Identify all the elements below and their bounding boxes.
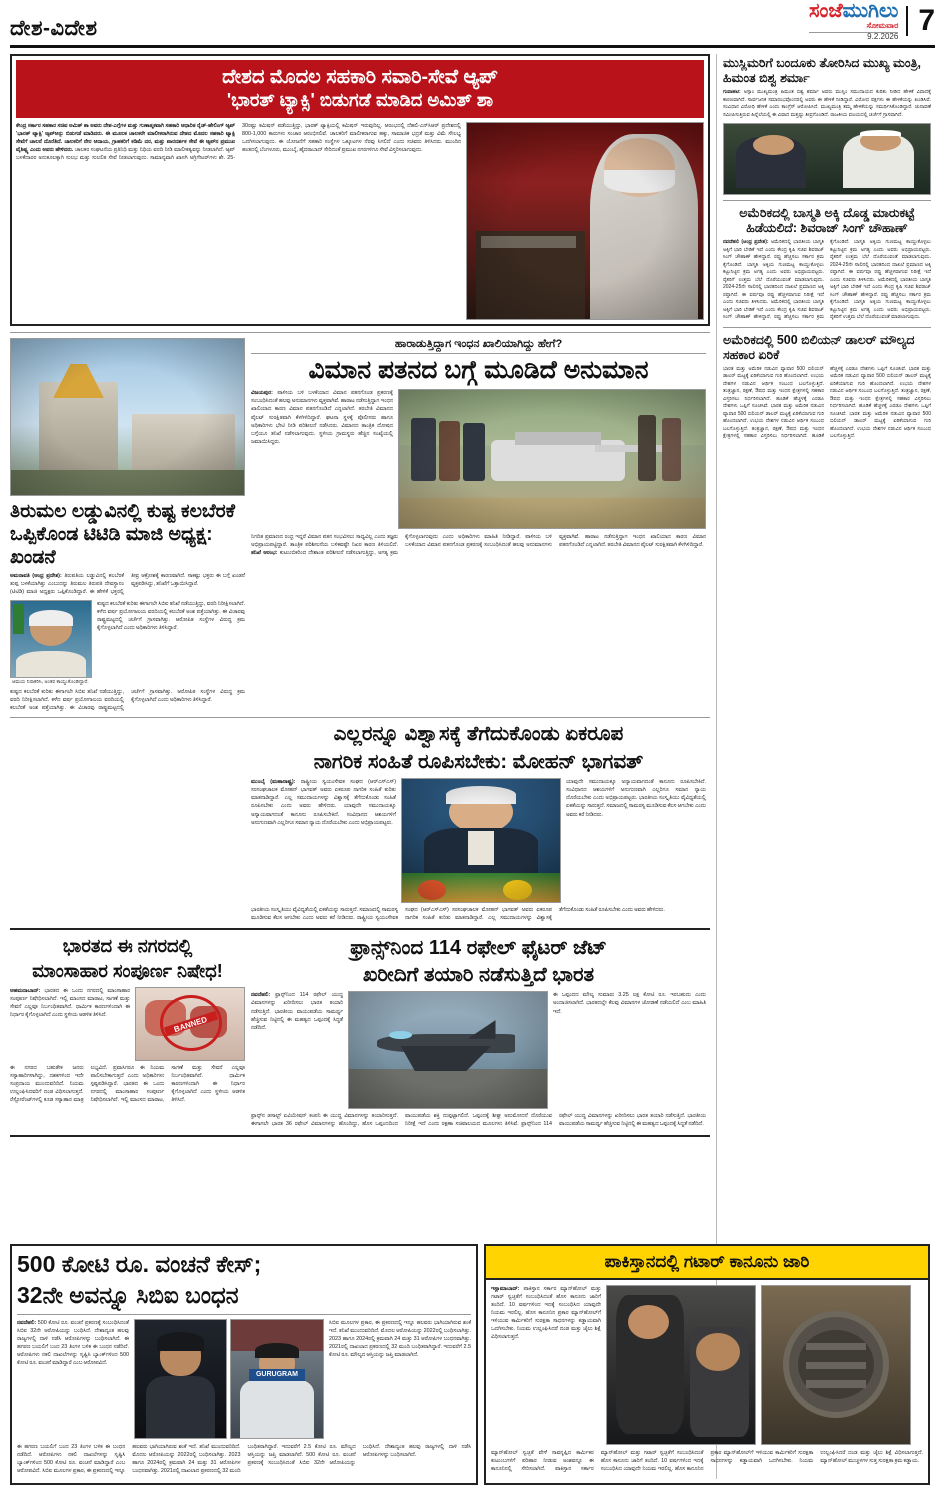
rail-paragraph-2a: ಅಮೆರಿಕದಲ್ಲಿ ಭಾರತೀಯ ಬಾಸ್ಮತಿ ಅಕ್ಕಿಗೆ ಭಾರಿ ಬೇಡಿಕೆ ಇದೆ ಎಂದು ಕೇಂದ್ರ ಕೃಷಿ ಸಚಿವ ಶಿವರಾಜ್ ಸಿಂಗ್ ಚೌಹಾಣ್ ಹೇಳಿದ್ದಾರೆ. ರಫ್ತು ಹೆಚ್ಚಿಸಲು ಸರ್ಕಾರ ಕ್ರಮ ಕೈಗೊಂಡಿದೆ.: [723, 239, 824, 268]
rail-paragraph-3a: ಭಾರತ ಮತ್ತು ಅಮೆರಿಕ ನಡುವಿನ ವ್ಯಾಪಾರ 500 ಬಿಲಿಯನ್ ಡಾಲರ್ ಮಟ್ಟಕ್ಕೆ ಏರಿಕೆಯಾಗುವ ಗುರಿ ಹೊಂದಲಾಗಿದೆ. ಉಭಯ ದೇಶಗಳ ನಡುವಿನ ಆರ್ಥಿಕ ಸಂಬಂಧ ಬಲಗೊಳ್ಳುತ್ತಿದೆ.: [723, 365, 824, 387]
rail-headline-2: ಅಮೆರಿಕದಲ್ಲಿ ಬಾಸ್ಮತಿ ಅಕ್ಕಿ ದೊಡ್ಡ ಮಾರುಕಟ್ಟೆ ಹಿಡೆಯಲಿದೆ: ಶಿವರಾಜ್ ಸಿಂಗ್ ಚೌಹಾಣ್: [739, 206, 915, 235]
plane-paragraph-5: ಪಾಳೀಯ ಬಳಿ ಬಳಕೆಯಾದ ವಿಮಾನ ಪತನಗೊಂಡ ಪ್ರಕರಣಕ್ಕೆ ಸಂಬಂಧಿಸಿದಂತೆ ಹಲವು ಅನುಮಾನಗಳು ವ್ಯಕ್ತವಾಗಿವೆ. ಹಾರಾಟ ನಡೆಸುತ್ತಿದ್ದಾಗ ಇಂಧನ ಖಾಲಿಯಾದ ಕಾರಣ ವಿಮಾನ ಪತನಗೊಂಡಿದೆ ಎನ್ನಲಾಗಿದೆ. ತರಬೇತಿ ವಿಮಾನದ ಪೈಲಟ್ ಸುರಕ್ಷಿತವಾಗಿ ಕೆಳಗಿಳಿದಿದ್ದಾರೆ.: [405, 534, 706, 549]
rail-paragraph-2g: ಅಮೆರಿಕದಲ್ಲಿ ಭಾರತೀಯ ಬಾಸ್ಮತಿ ಅಕ್ಕಿಗೆ ಭಾರಿ ಬೇಡಿಕೆ ಇದೆ ಎಂದು ಕೇಂದ್ರ ಕೃಷಿ ಸಚಿವ ಶಿವರಾಜ್ ಸಿಂಗ್ ಚೌಹಾಣ್ ಹೇಳಿದ್ದಾರೆ. ರಫ್ತು ಹೆಚ್ಚಿಸಲು ಸರ್ಕಾರ ಕ್ರಮ ಕೈಗೊಂಡಿದೆ.: [830, 276, 931, 305]
tirumala-caption: ಆಮಯ ನಿರಾಕರಿಸಿ, ಅಂತರ ಕಾಯ್ದುಕೊಂಡಿದ್ದಾರೆ.: [12, 678, 89, 685]
pakistan-paragraph-4: ಪಾಕಿಸ್ತಾನ ಸರ್ಕಾರ ಮ್ಯಾನ್‌ಹೋಲ್ ಮತ್ತು ಗಟಾರ್ ಸ್ವಚ್ಛತೆಗೆ ಸಂಬಂಧಿಸಿದಂತೆ ಹೊಸ ಕಾನೂನು ಜಾರಿಗೆ ತಂದಿದೆ. 10 ವರ್ಷಗಳಿಂದ ಇದಕ್ಕೆ ಸಂಬಂಧಿಸಿದ ಯಾವುದೇ ನಿಯಮ ಇರಲಿಲ್ಲ.: [555, 1449, 704, 1472]
brand-name-part2: ಮುಗಿಲು: [842, 0, 899, 23]
pakistan-text-left: [491, 1285, 601, 1445]
rail-headline-1: ಮುಸ್ಲಿಮರಿಗೆ ಬಂದೂಕು ತೋರಿಸಿದ ಮುಖ್ಯ ಮಂತ್ರಿ, ಹಿಮಂತ ಬಿಶ್ವ ಶರ್ಮಾ: [723, 56, 922, 85]
rafale-headline-line2: ಖರೀದಿಗೆ ತಯಾರಿ ನಡೆಸುತ್ತಿದೆ ಭಾರತ: [362, 964, 595, 987]
banned-meat-photo: [135, 987, 245, 1061]
page-number: 7: [906, 6, 935, 36]
brand-weekday: ಸೋಮವಾರ: [866, 21, 899, 31]
tirumala-story: [10, 338, 245, 712]
masthead-brand-group: [809, 1, 935, 41]
rail-headline-3: ಅಮೆರಿಕದಲ್ಲಿ 500 ಬಿಲಿಯನ್ ಡಾಲರ್ ಮೌಲ್ಯದ ಸಹಕಾರ ಏರಿಕೆ: [723, 332, 915, 362]
rail-story-muslim: [723, 56, 931, 195]
bhagwat-story: [251, 723, 706, 922]
bhagwat-paragraph-2: ಯಾವುದೇ ಸಮುದಾಯಕ್ಕೂ ಅನ್ಯಾಯವಾಗದಂತೆ ಕಾನೂನು ರೂಪಿಸಬೇಕಿದೆ. ಸಂವಿಧಾನದ ಆಶಯಗಳಿಗೆ ಅನುಗುಣವಾಗಿ ಎಲ್ಲರಿಗೂ ಸಮಾನ ನ್ಯಾಯ ದೊರೆಯಬೇಕು ಎಂದು ಅಭಿಪ್ರಾಯಪಟ್ಟರು.: [566, 779, 706, 802]
rail-paragraph-3d: ತಂತ್ರಜ್ಞಾನ, ರಕ್ಷಣೆ, ಔಷಧ ಮತ್ತು ಇಂಧನ ಕ್ಷೇತ್ರಗಳಲ್ಲಿ ಸಹಕಾರ ವಿಸ್ತರಿಸಲು ನಿರ್ಧರಿಸಲಾಗಿದೆ. ಹೂಡಿಕೆ ಹೆಚ್ಚಳಕ್ಕೆ ಎರಡೂ ದೇಶಗಳು ಒಪ್ಪಿಗೆ ಸೂಚಿಸಿವೆ.: [723, 365, 907, 439]
rail-dateline-1: ಗುವಾಹಟಿ:: [723, 89, 741, 95]
gurugram-police-photo: [230, 1319, 324, 1439]
rail-paragraph-2d: ಅಮೆರಿಕದಲ್ಲಿ ಭಾರತೀಯ ಬಾಸ್ಮತಿ ಅಕ್ಕಿಗೆ ಭಾರಿ ಬೇಡಿಕೆ ಇದೆ ಎಂದು ಕೇಂದ್ರ ಕೃಷಿ ಸಚಿವ ಶಿವರಾಜ್ ಸಿಂಗ್ ಚೌಹಾಣ್ ಹೇಳಿದ್ದಾರೆ. ರಫ್ತು ಹೆಚ್ಚಿಸಲು ಸರ್ಕಾರ ಕ್ರಮ ಕೈಗೊಂಡಿದೆ.: [723, 239, 850, 320]
meat-ban-story: [10, 936, 245, 1128]
plane-paragraph-2: ಘಟನಾ ಸ್ಥಳಕ್ಕೆ ಪೊಲೀಸರು ಹಾಗೂ ಅಧಿಕಾರಿಗಳು ಭೇಟಿ ನೀಡಿ ಪರಿಶೀಲನೆ ನಡೆಸಿದರು. ವಿಮಾನದ ತಾಂತ್ರಿಕ ದೋಷದ ಬಗ್ಗೆಯೂ ತನಿಖೆ ನಡೆಸಲಾಗುವುದು. ಸ್ಥಳೀಯ ಗ್ರಾಮಸ್ಥರು ಹೆಚ್ಚಿನ ಸಂಖ್ಯೆಯಲ್ಲಿ ಜಮಾಯಿಸಿದ್ದರು.: [251, 414, 394, 445]
bhagwat-paragraph-5: ರಾಷ್ಟ್ರೀಯ ಸ್ವಯಂಸೇವಕ ಸಂಘದ (ಆರ್‌ಎಸ್‌ಎಸ್) ಸರಸಂಘಚಾಲಕ ಮೋಹನ್ ಭಾಗವತ್ ಅವರು ಏಕರೂಪ ನಾಗರಿಕ ಸಂಹಿತೆ ಕುರಿತು ಮಾತನಾಡಿದ್ದಾರೆ. ಎಲ್ಲ ಸಮುದಾಯಗಳನ್ನು ವಿಶ್ವಾಸಕ್ಕೆ ತೆಗೆದುಕೊಂಡು ಸಂಹಿತೆ ರೂಪಿಸಬೇಕು ಎಂದು ಅವರು ಹೇಳಿದರು.: [356, 907, 665, 922]
fraud-text-right: [329, 1319, 471, 1439]
rail-paragraph-2h: ಬಾಸ್ಮತಿ ಅಕ್ಕಿಯ ಗುಣಮಟ್ಟ ಕಾಯ್ದುಕೊಳ್ಳಲು ಕಟ್ಟುನಿಟ್ಟಿನ ಕ್ರಮ ಅಗತ್ಯ ಎಂದು ಅವರು ಅಭಿಪ್ರಾಯಪಟ್ಟರು. ರೈತರಿಗೆ ಉತ್ತಮ ಬೆಲೆ ದೊರೆಯುವಂತೆ ಮಾಡಲಾಗುವುದು.: [830, 299, 932, 320]
pakistan-story: [484, 1244, 930, 1485]
rail-paragraph-3f: ತಂತ್ರಜ್ಞಾನ, ರಕ್ಷಣೆ, ಔಷಧ ಮತ್ತು ಇಂಧನ ಕ್ಷೇತ್ರಗಳಲ್ಲಿ ಸಹಕಾರ ವಿಸ್ತರಿಸಲು ನಿರ್ಧರಿಸಲಾಗಿದೆ. ಹೂಡಿಕೆ ಹೆಚ್ಚಳಕ್ಕೆ ಎರಡೂ ದೇಶಗಳು ಒಪ್ಪಿಗೆ ಸೂಚಿಸಿವೆ.: [830, 388, 931, 417]
tirumala-paragraph-2: ಕುಷ್ಟದ ಕಲಬೆರಕೆ ಕುರಿತು ಈಗಾಗಲೇ ಸಿಬಿಐ ತನಿಖೆ ನಡೆಯುತ್ತಿದ್ದು, ವರದಿ ನಿರೀಕ್ಷಿಸಲಾಗಿದೆ. ಕಳೆದ ವರ್ಷ ಪ್ರಯೋಗಾಲಯ ವರದಿಯಲ್ಲಿ ಕಲಬೆರಕೆ ಅಂಶ ಪತ್ತೆಯಾಗಿತ್ತು. ಈ ವಿಚಾರವು ರಾಷ್ಟ್ರಮಟ್ಟದಲ್ಲಿ ಚರ್ಚೆಗೆ ಗ್ರಾಸವಾಗಿತ್ತು. ಆರೋಪಿತ ಸಂಸ್ಥೆಗಳ ವಿರುದ್ಧ ಕ್ರಮ ಕೈಗೊಳ್ಳಲಾಗಿದೆ ಎಂದು ಅಧಿಕಾರಿಗಳು ತಿಳಿಸಿದ್ದಾರೆ.: [97, 600, 245, 631]
lead-paragraph-1: ಕೇಂದ್ರ ಸರ್ಕಾರ ಸಹಕಾರ ಸಚಿವ ಅಮಿತ್ ಶಾ ಅವರು ದೇಶ-ಎಗ್ಗೆಗಳ ಮತ್ತು ಗುಣಾತ್ಮಕವಾಗಿ ಸಹಕಾರಿ ಆಧಾರಿತ ರೈಡ್-ಹೇಲಿಂಗ್ ಆ್ಯಪ್ 'ಭಾರತ್ ಟ್ಯಾಕ್ಸಿ' ಆ್ಯಪ್ಅನ್ನು ಬಿಡುಗಡೆ ಮಾಡಿದರು. ಈ ಮೂಲಕ ಚಾಲಕರೇ ಮಾಲೀಕರಾಗಿರುವ ದೇಶದ ಮೊದಲ ಸಹಕಾರಿ ಟ್ಯಾಕ್ಸಿ ಸೇವೆಗೆ ಚಾಲನೆ ದೊರೆತಿದೆ. ಚಾಲಕರಿಗೆ ನೇರ ಆದಾಯ, ಗ್ರಾಹಕರಿಗೆ ಕಡಿಮೆ ದರ, ಮತ್ತು ಪಾರದರ್ಶಕ ಸೇವೆ ಈ ಆ್ಯಪ್‌ನ ಪ್ರಮುಖ ವೈಶಿಷ್ಟ್ಯ ಎಂದು ಅವರು ಹೇಳಿದರು.: [16, 122, 235, 154]
brand-block: [809, 1, 898, 41]
rail-story-basmati: [723, 206, 931, 322]
fraud-dateline: ನವದೆಹಲಿ:: [17, 1319, 37, 1326]
rail-paragraph-2f: 2024-25ನೇ ಸಾಲಿನಲ್ಲಿ ಭಾರತದಿಂದ ದಾಖಲೆ ಪ್ರಮಾಣದ ಅಕ್ಕಿ ರಫ್ತಾಗಿದೆ. ಈ ವರ್ಷವೂ ರಫ್ತು ಹೆಚ್ಚಳವಾಗುವ ನಿರೀಕ್ಷೆ ಇದೆ ಎಂದು ಸಚಿವರು ತಿಳಿಸಿದರು.: [830, 261, 931, 283]
tirumala-temple-photo: [10, 338, 245, 496]
bhagwat-text-right: [566, 778, 706, 903]
bhagwat-paragraph-4: ಭಾರತೀಯ ಸಂಸ್ಕೃತಿಯು ವೈವಿಧ್ಯತೆಯಲ್ಲಿ ಏಕತೆಯನ್ನು ಸಾರುತ್ತದೆ. ಸಮಾಜದಲ್ಲಿ ಸಾಮರಸ್ಯ ಮೂಡಿಸುವ ಕೆಲಸ ಆಗಬೇಕು ಎಂದು ಅವರು ಕರೆ ನೀಡಿದರು.: [251, 907, 398, 922]
tirumala-dateline: ಅಮರಾವತಿ (ಆಂಧ್ರ ಪ್ರದೇಶ):: [10, 573, 62, 580]
third-band: [10, 936, 710, 1128]
rafale-text-right: [553, 991, 706, 1109]
meat-headline-line1: ಭಾರತದ ಈ ನಗರದಲ್ಲಿ: [62, 936, 193, 957]
rail-story-trade: [723, 333, 931, 441]
masthead: [10, 0, 935, 48]
amit-shah-photo: [466, 122, 704, 320]
rafale-paragraph-4: ಒಪ್ಪಂದಕ್ಕೆ ಶೀಘ್ರ ಅನುಮೋದನೆ ದೊರೆಯುವ ನಿರೀಕ್ಷೆ ಇದೆ ಎಂದು ರಕ್ಷಣಾ ಸಚಿವಾಲಯದ ಮೂಲಗಳು ತಿಳಿಸಿವೆ.: [405, 1113, 553, 1128]
rafale-dateline: ನವದೆಹಲಿ:: [251, 992, 271, 999]
pakistan-paragraph-2: ಹೊಸ ಕಾನೂನಿನ ಪ್ರಕಾರ ಮ್ಯಾನ್‌ಹೋಲ್‌ಗೆ ಇಳಿಯುವ ಕಾರ್ಮಿಕರಿಗೆ ಸುರಕ್ಷತಾ ಸಾಧನಗಳನ್ನು ಕಡ್ಡಾಯವಾಗಿ ಒದಗಿಸಬೇಕು. ನಿಯಮ ಉಲ್ಲಂಘಿಸಿದರೆ ದಂಡ ಮತ್ತು ಜೈಲು ಶಿಕ್ಷೆ ವಿಧಿಸಲಾಗುತ್ತದೆ.: [491, 1310, 601, 1341]
lead-paragraph-2: ಚಾಲಕರ ಸಂಘಟನೆಯ ಪ್ರತಿನಿಧಿ ಮತ್ತು ನಿಧಿಯ ವರದಿ ನೀಡಿ ಮಾಲೀಕತ್ವವನ್ನು ನೀಡಲಾಗಿದೆ. ಆ್ಯಪ್ ಬಳಕೆದಾರರ ಅನುಕೂಲಕ್ಕಾಗಿ ಸುಲಭ ಮತ್ತು ಸುಲಲಿತ ಸೇವೆ ನೀಡಲಾಗುವುದು. ಸಾಮಾನ್ಯವಾಗಿ ಖಾಸಗಿ ಅಗ್ರಿಗೇಟರ್‌ಗಳು ಶೇ. 25-30ರಷ್ಟು ಕಮಿಷನ್ ಪಡೆಯುತ್ತಿದ್ದು, ಭಾರತ್ ಟ್ಯಾಕ್ಸಿಯಲ್ಲಿ ಕಮಿಷನ್ ಇರುವುದಿಲ್ಲ. ಆರಂಭದಲ್ಲಿ ದೆಹಲಿ-ಎನ್‌ಸಿಆರ್ ಪ್ರದೇಶದಲ್ಲಿ 800-1,000 ಕಾರುಗಳು ಸಂಚಾರ ಆರಂಭಿಸಲಿವೆ.: [16, 122, 461, 162]
crashed-plane-photo: [398, 389, 706, 529]
rafale-paragraph-2: ಈ ಒಪ್ಪಂದದ ಮೌಲ್ಯ ಸುಮಾರು 3.25 ಲಕ್ಷ ಕೋಟಿ ರೂ. ಇರಬಹುದು ಎಂದು ಅಂದಾಜಿಸಲಾಗಿದೆ. ಭಾರತದಲ್ಲೇ ಕೆಲವು ವಿಮಾನಗಳ ಜೋಡಣೆ ನಡೆಯಲಿದೆ ಎಂಬ ಮಾಹಿತಿ ಇದೆ.: [553, 992, 706, 1015]
rafale-text-left: [251, 991, 343, 1109]
plane-dateline: ವಿಜಯಪುರ:: [251, 390, 273, 397]
gurugram-label: GURUGRAM: [249, 1369, 304, 1381]
lead-headline-line1: ದೇಶದ ಮೊದಲ ಸಹಕಾರಿ ಸವಾರಿ-ಸೇವೆ ಆ್ಯಪ್: [222, 66, 498, 88]
lead-story: [10, 54, 710, 326]
publication-date: 9.2.2026: [809, 32, 898, 41]
lead-body-row: [16, 122, 704, 320]
cbi-fraud-story: [10, 1244, 478, 1485]
assam-cm-photo: [723, 123, 931, 195]
pakistan-dateline: ಇಸ್ಲಾಮಾಬಾದ್:: [491, 1285, 520, 1292]
rail-paragraph-1a: ಅಸ್ಸಾಂ ಮುಖ್ಯಮಂತ್ರಿ ಹಿಮಂತ ಬಿಶ್ವ ಶರ್ಮಾ ಅವರು ಮುಸ್ಲಿಂ ಸಮುದಾಯದ ಕುರಿತು ನೀಡಿದ ಹೇಳಿಕೆ ವಿವಾದಕ್ಕೆ ಕಾರಣವಾಗಿದೆ. ಸಾರ್ವಜನಿಕ ಸಮಾರಂಭವೊಂದರಲ್ಲಿ ಅವರು ಈ ಹೇಳಿಕೆ ನೀಡಿದ್ದಾರೆ.: [723, 89, 932, 103]
banned-badge: BANNED: [173, 1014, 209, 1034]
meat-paragraph-3: ರೆಸ್ಟೋರೆಂಟ್‌ಗಳಲ್ಲಿ ಕೂಡ ಸಸ್ಯಾಹಾರ ಮಾತ್ರ ಲಭ್ಯವಿದೆ. ಪ್ರವಾಸಿಗರೂ ಈ ನಿಯಮ ಪಾಲಿಸಬೇಕಾಗುತ್ತದೆ ಎಂದು ಅಧಿಕಾರಿಗಳು ಸ್ಪಷ್ಟಪಡಿಸಿದ್ದಾರೆ.: [10, 1064, 165, 1103]
plane-paragraph-3: ನಿಗದಿತ ಪ್ರಮಾಣದ ರಂಧ್ರ ಇದ್ದರೆ ವಿಮಾನ ಪತನ ಸಂಭವಿಸಲು ಸಾಧ್ಯವಿಲ್ಲ ಎಂದು ತಜ್ಞರು ಅಭಿಪ್ರಾಯಪಟ್ಟಿದ್ದಾರೆ. ತಾಂತ್ರಿಕ ಪರಿಶೀಲನೆಯ ಬಳಿಕವಷ್ಟೇ ನಿಖರ ಕಾರಣ ತಿಳಿಯಲಿದೆ.: [251, 534, 398, 549]
bhagwat-text-left: [251, 778, 396, 903]
lead-text-block: [16, 122, 461, 320]
plane-subhead: ತನಿಖೆ ಆರಂಭ:: [251, 550, 278, 557]
tirumala-paragraph-3: ಕುಷ್ಟದ ಕಲಬೆರಕೆ ಕುರಿತು ಈಗಾಗಲೇ ಸಿಬಿಐ ತನಿಖೆ ನಡೆಯುತ್ತಿದ್ದು, ವರದಿ ನಿರೀಕ್ಷಿಸಲಾಗಿದೆ. ಕಳೆದ ವರ್ಷ ಪ್ರಯೋಗಾಲಯ ವರದಿಯಲ್ಲಿ ಕಲಬೆರಕೆ ಅಂಶ ಪತ್ತೆಯಾಗಿತ್ತು. ಈ ವಿಚಾರವು ರಾಷ್ಟ್ರಮಟ್ಟದಲ್ಲಿ ಚರ್ಚೆಗೆ ಗ್ರಾಸವಾಗಿತ್ತು. ಆರೋಪಿತ ಸಂಸ್ಥೆಗಳ ವಿರುದ್ಧ ಕ್ರಮ ಕೈಗೊಳ್ಳಲಾಗಿದೆ ಎಂದು ಅಧಿಕಾರಿಗಳು ತಿಳಿಸಿದ್ದಾರೆ.: [10, 688, 245, 711]
rail-paragraph-3g: ಭಾರತ ಮತ್ತು ಅಮೆರಿಕ ನಡುವಿನ ವ್ಯಾಪಾರ 500 ಬಿಲಿಯನ್ ಡಾಲರ್ ಮಟ್ಟಕ್ಕೆ ಏರಿಕೆಯಾಗುವ ಗುರಿ ಹೊಂದಲಾಗಿದೆ. ಉಭಯ ದೇಶಗಳ ನಡುವಿನ ಆರ್ಥಿಕ ಸಂಬಂಧ ಬಲಗೊಳ್ಳುತ್ತಿದೆ.: [830, 410, 931, 439]
rafale-paragraph-1: ಫ್ರಾನ್ಸ್‌ನಿಂದ 114 ರಫೇಲ್ ಯುದ್ಧ ವಿಮಾನಗಳನ್ನು ಖರೀದಿಸಲು ಭಾರತ ತಯಾರಿ ನಡೆಸುತ್ತಿದೆ. ಭಾರತೀಯ ವಾಯುಪಡೆಯ ಸಾಮರ್ಥ್ಯ ಹೆಚ್ಚಿಸುವ ನಿಟ್ಟಿನಲ್ಲಿ ಈ ಮಹತ್ವದ ಒಪ್ಪಂದಕ್ಕೆ ಸಿದ್ಧತೆ ನಡೆದಿದೆ.: [251, 992, 343, 1031]
fraud-paragraph-1: 500 ಕೋಟಿ ರೂ. ವಂಚನೆ ಪ್ರಕರಣಕ್ಕೆ ಸಂಬಂಧಿಸಿದಂತೆ ಸಿಬಿಐ 32ನೇ ಆರೋಪಿಯನ್ನು ಬಂಧಿಸಿದೆ. ದೇಶಾದ್ಯಂತ ಹಲವು ರಾಜ್ಯಗಳಲ್ಲಿ ದಾಳಿ ನಡೆಸಿ ಆರೋಪಿಗಳನ್ನು ಬಂಧಿಸಲಾಗಿದೆ.: [17, 1319, 129, 1343]
rail-paragraph-3e: ಭಾರತ ಮತ್ತು ಅಮೆರಿಕ ನಡುವಿನ ವ್ಯಾಪಾರ 500 ಬಿಲಿಯನ್ ಡಾಲರ್ ಮಟ್ಟಕ್ಕೆ ಏರಿಕೆಯಾಗುವ ಗುರಿ ಹೊಂದಲಾಗಿದೆ. ಉಭಯ ದೇಶಗಳ ನಡುವಿನ ಆರ್ಥಿಕ ಸಂಬಂಧ ಬಲಗೊಳ್ಳುತ್ತಿದೆ.: [830, 365, 932, 394]
bhagwat-headline-line1: ಎಲ್ಲರನ್ನೂ ವಿಶ್ವಾಸಕ್ಕೆ ತೆಗೆದುಕೊಂಡು ಏಕರೂಪ: [333, 722, 624, 745]
meat-headline-line2: ಮಾಂಸಾಹಾರ ಸಂಪೂರ್ಣ ನಿಷೇಧ!: [32, 960, 223, 981]
meat-paragraph-1: ಭಾರತದ ಈ ಒಂದು ನಗರದಲ್ಲಿ ಮಾಂಸಾಹಾರ ಸಂಪೂರ್ಣ ನಿಷೇಧಿಸಲಾಗಿದೆ. ಇಲ್ಲಿ ಮಾಂಸದ ಮಾರಾಟ, ಸಾಗಣೆ ಮತ್ತು ಸೇವನೆ ಎಲ್ಲವೂ ನಿರ್ಬಂಧಿತವಾಗಿದೆ. ಧಾರ್ಮಿಕ ಕಾರಣಗಳಿಂದಾಗಿ ಈ ನಿರ್ಧಾರ ಕೈಗೊಳ್ಳಲಾಗಿದೆ ಎಂದು ಸ್ಥಳೀಯ ಆಡಳಿತ ತಿಳಿಸಿದೆ.: [10, 987, 130, 1018]
lead-headline: [16, 60, 704, 118]
meat-dateline: ಅಹಮದಾಬಾದ್:: [10, 987, 41, 994]
rail-paragraph-1c: ಚುನಾವಣೆ ಸಮೀಪಿಸುತ್ತಿರುವ ಹಿನ್ನೆಲೆಯಲ್ಲಿ ಈ ವಿವಾದ ಮತ್ತಷ್ಟು ತೀವ್ರಗೊಂಡಿದೆ. ರಾಜಕೀಯ ವಲಯದಲ್ಲಿ ಚರ್ಚೆಗೆ ಗ್ರಾಸವಾಗಿದೆ.: [723, 104, 932, 118]
rafale-jet-photo: [348, 991, 548, 1109]
brand-name: [809, 1, 898, 22]
plane-text-left: [251, 389, 393, 529]
bhagwat-paragraph-3: ಭಾರತೀಯ ಸಂಸ್ಕೃತಿಯು ವೈವಿಧ್ಯತೆಯಲ್ಲಿ ಏಕತೆಯನ್ನು ಸಾರುತ್ತದೆ. ಸಮಾಜದಲ್ಲಿ ಸಾಮರಸ್ಯ ಮೂಡಿಸುವ ಕೆಲಸ ಆಗಬೇಕು ಎಂದು ಅವರು ಕರೆ ನೀಡಿದರು.: [566, 795, 706, 818]
plane-paragraph-4: ಕುಟುಂಬಿಕರಿಂದ ದೇಶಾಂತ ಪರಿಶೀಲನೆ ನಡೆಸಲಾಗುತ್ತಿದ್ದು, ಅಗತ್ಯ ಕ್ರಮ ಕೈಗೊಳ್ಳಲಾಗುವುದು ಎಂದು ಅಧಿಕಾರಿಗಳು ಮಾಹಿತಿ ನೀಡಿದ್ದಾರೆ.: [279, 534, 521, 557]
fraud-text-left: [17, 1319, 129, 1439]
rafale-headline-line1: ಫ್ರಾನ್ಸ್‌ನಿಂದ 114 ರಫೇಲ್ ಫೈಟರ್ ಜೆಟ್: [350, 937, 607, 960]
bottom-band: [10, 1244, 935, 1485]
fraud-paragraph-8: 500 ಕೋಟಿ ರೂ. ವಂಚನೆ ಪ್ರಕರಣಕ್ಕೆ ಸಂಬಂಧಿಸಿದಂತೆ ಸಿಬಿಐ 32ನೇ ಆರೋಪಿಯನ್ನು ಬಂಧಿಸಿದೆ. ದೇಶಾದ್ಯಂತ ಹಲವು ರಾಜ್ಯಗಳಲ್ಲಿ ದಾಳಿ ನಡೆಸಿ ಆರೋಪಿಗಳನ್ನು ಬಂಧಿಸಲಾಗಿದೆ.: [247, 1443, 471, 1467]
pakistan-paragraph-1: ಪಾಕಿಸ್ತಾನ ಸರ್ಕಾರ ಮ್ಯಾನ್‌ಹೋಲ್ ಮತ್ತು ಗಟಾರ್ ಸ್ವಚ್ಛತೆಗೆ ಸಂಬಂಧಿಸಿದಂತೆ ಹೊಸ ಕಾನೂನು ಜಾರಿಗೆ ತಂದಿದೆ. 10 ವರ್ಷಗಳಿಂದ ಇದಕ್ಕೆ ಸಂಬಂಧಿಸಿದ ಯಾವುದೇ ನಿಯಮ ಇರಲಿಲ್ಲ.: [491, 1285, 602, 1316]
bhagwat-paragraph-1b: ಯಾವುದೇ ಸಮುದಾಯಕ್ಕೂ ಅನ್ಯಾಯವಾಗದಂತೆ ಕಾನೂನು ರೂಪಿಸಬೇಕಿದೆ. ಸಂವಿಧಾನದ ಆಶಯಗಳಿಗೆ ಅನುಗುಣವಾಗಿ ಎಲ್ಲರಿಗೂ ಸಮಾನ ನ್ಯಾಯ ದೊರೆಯಬೇಕು ಎಂದು ಅಭಿಪ್ರಾಯಪಟ್ಟರು.: [251, 803, 397, 826]
ttd-ex-chairman-photo: [10, 600, 92, 678]
rail-paragraph-2c: 2024-25ನೇ ಸಾಲಿನಲ್ಲಿ ಭಾರತದಿಂದ ದಾಖಲೆ ಪ್ರಮಾಣದ ಅಕ್ಕಿ ರಫ್ತಾಗಿದೆ. ಈ ವರ್ಷವೂ ರಫ್ತು ಹೆಚ್ಚಳವಾಗುವ ನಿರೀಕ್ಷೆ ಇದೆ ಎಂದು ಸಚಿವರು ತಿಳಿಸಿದರು.: [723, 284, 824, 305]
fraud-paragraph-3: ಸಿಬಿಐ ಮೂಲಗಳ ಪ್ರಕಾರ, ಈ ಪ್ರಕರಣದಲ್ಲಿ ಇನ್ನೂ ಹಲವರು ಭಾಗಿಯಾಗಿರುವ ಶಂಕೆ ಇದೆ. ತನಿಖೆ ಮುಂದುವರಿದಿದೆ.: [329, 1319, 471, 1334]
fraud-paragraph-4: ಮೊದಲ ಆರೋಪಿಯನ್ನು 2022ರಲ್ಲಿ ಬಂಧಿಸಲಾಗಿತ್ತು. 2023 ಹಾಗೂ 2024ರಲ್ಲಿ ಕ್ರಮವಾಗಿ 24 ಮತ್ತು 31 ಆರೋಪಿಗಳ ಬಂಧನವಾಗಿತ್ತು. 2021ರಲ್ಲಿ ದಾಖಲಾದ ಪ್ರಕರಣದಲ್ಲಿ 32 ಮಂದಿ ಬಂಧಿತರಾಗಿದ್ದಾರೆ. ಇದುವರೆಗೆ 2.5 ಕೋಟಿ ರೂ. ಮೌಲ್ಯದ ಆಸ್ತಿಯನ್ನು ಜಪ್ತಿ ಮಾಡಲಾಗಿದೆ.: [329, 1327, 471, 1359]
rafale-paragraph-5: ಫ್ರಾನ್ಸ್‌ನಿಂದ 114 ರಫೇಲ್ ಯುದ್ಧ ವಿಮಾನಗಳನ್ನು ಖರೀದಿಸಲು ಭಾರತ ತಯಾರಿ ನಡೆಸುತ್ತಿದೆ. ಭಾರತೀಯ ವಾಯುಪಡೆಯ ಸಾಮರ್ಥ್ಯ ಹೆಚ್ಚಿಸುವ ನಿಟ್ಟಿನಲ್ಲಿ ಈ ಮಹತ್ವದ ಒಪ್ಪಂದಕ್ಕೆ ಸಿದ್ಧತೆ ನಡೆದಿದೆ.: [521, 1113, 706, 1128]
meat-paragraph-2: ಈ ನಗರದ ಬಹುತೇಕ ಜನರು ಸಸ್ಯಾಹಾರಿಗಳಾಗಿದ್ದು, ದಶಕಗಳಿಂದ ಇದೇ ಸಂಪ್ರದಾಯ ಮುಂದುವರಿದಿದೆ. ನಿಯಮ ಉಲ್ಲಂಘಿಸಿದವರಿಗೆ ದಂಡ ವಿಧಿಸಲಾಗುತ್ತದೆ.: [10, 1064, 84, 1095]
lead-headline-line2: 'ಭಾರತ್ ಟ್ಯಾಕ್ಸಿ' ಬಿಡುಗಡೆ ಮಾಡಿದ ಅಮಿತ್ ಶಾ: [226, 89, 494, 110]
rail-paragraph-3c: ಭಾರತ ಮತ್ತು ಅಮೆರಿಕ ನಡುವಿನ ವ್ಯಾಪಾರ 500 ಬಿಲಿಯನ್ ಡಾಲರ್ ಮಟ್ಟಕ್ಕೆ ಏರಿಕೆಯಾಗುವ ಗುರಿ ಹೊಂದಲಾಗಿದೆ. ಉಭಯ ದೇಶಗಳ ನಡುವಿನ ಆರ್ಥಿಕ ಸಂಬಂಧ ಬಲಗೊಳ್ಳುತ್ತಿದೆ.: [723, 403, 825, 432]
bhagwat-headline-line2: ನಾಗರಿಕ ಸಂಹಿತೆ ರೂಪಿಸಬೇಕು: ಮೋಹನ್ ಭಾಗವತ್: [313, 750, 644, 773]
manhole-cover-photo: [761, 1285, 911, 1445]
pakistan-caption: ಮ್ಯಾನ್‌ಹೋಲ್ ಮುಚ್ಚಳಗಳ ಸುತ್ತ ಸುರಕ್ಷತಾ ಕ್ರಮ ಕಡ್ಡಾಯ.: [820, 1457, 920, 1464]
fraud-paragraph-6: ಸಿಬಿಐ ಮೂಲಗಳ ಪ್ರಕಾರ, ಈ ಪ್ರಕರಣದಲ್ಲಿ ಇನ್ನೂ ಹಲವರು ಭಾಗಿಯಾಗಿರುವ ಶಂಕೆ ಇದೆ. ತನಿಖೆ ಮುಂದುವರಿದಿದೆ.: [42, 1443, 241, 1475]
meat-paragraph-4: ಭಾರತದ ಈ ಒಂದು ನಗರದಲ್ಲಿ ಮಾಂಸಾಹಾರ ಸಂಪೂರ್ಣ ನಿಷೇಧಿಸಲಾಗಿದೆ. ಇಲ್ಲಿ ಮಾಂಸದ ಮಾರಾಟ, ಸಾಗಣೆ ಮತ್ತು ಸೇವನೆ ಎಲ್ಲವೂ ನಿರ್ಬಂಧಿತವಾಗಿದೆ. ಧಾರ್ಮಿಕ ಕಾರಣಗಳಿಂದಾಗಿ ಈ ನಿರ್ಧಾರ ಕೈಗೊಳ್ಳಲಾಗಿದೆ ಎಂದು ಸ್ಥಳೀಯ ಆಡಳಿತ ತಿಳಿಸಿದೆ.: [90, 1064, 245, 1103]
mohan-bhagwat-photo: [401, 778, 561, 903]
fraud-paragraph-7: ಮೊದಲ ಆರೋಪಿಯನ್ನು 2022ರಲ್ಲಿ ಬಂಧಿಸಲಾಗಿತ್ತು. 2023 ಹಾಗೂ 2024ರಲ್ಲಿ ಕ್ರಮವಾಗಿ 24 ಮತ್ತು 31 ಆರೋಪಿಗಳ ಬಂಧನವಾಗಿತ್ತು. 2021ರಲ್ಲಿ ದಾಖಲಾದ ಪ್ರಕರಣದಲ್ಲಿ 32 ಮಂದಿ ಬಂಧಿತರಾಗಿದ್ದಾರೆ. ಇದುವರೆಗೆ 2.5 ಕೋಟಿ ರೂ. ಮೌಲ್ಯದ ಆಸ್ತಿಯನ್ನು ಜಪ್ತಿ ಮಾಡಲಾಗಿದೆ.: [132, 1443, 356, 1475]
meat-text-left: [10, 987, 130, 1061]
rail-paragraph-3b: ತಂತ್ರಜ್ಞಾನ, ರಕ್ಷಣೆ, ಔಷಧ ಮತ್ತು ಇಂಧನ ಕ್ಷೇತ್ರಗಳಲ್ಲಿ ಸಹಕಾರ ವಿಸ್ತರಿಸಲು ನಿರ್ಧರಿಸಲಾಗಿದೆ. ಹೂಡಿಕೆ ಹೆಚ್ಚಳಕ್ಕೆ ಎರಡೂ ದೇಶಗಳು ಒಪ್ಪಿಗೆ ಸೂಚಿಸಿವೆ.: [723, 388, 824, 409]
rail-paragraph-1b: ವಿರೋಧ ಪಕ್ಷಗಳು ಈ ಹೇಳಿಕೆಯನ್ನು ಖಂಡಿಸಿವೆ. ಸಂವಿಧಾನ ವಿರೋಧಿ ಹೇಳಿಕೆ ಎಂದು ಕಾಂಗ್ರೆಸ್ ಆರೋಪಿಸಿದೆ. ಮುಖ್ಯಮಂತ್ರಿ ತಮ್ಮ ಹೇಳಿಕೆಯನ್ನು ಸಮರ್ಥಿಸಿಕೊಂಡಿದ್ದಾರೆ.: [723, 96, 931, 110]
rafale-paragraph-3: ಫ್ರಾನ್ಸ್‌ನ ಡಸಾಲ್ಟ್ ಏವಿಯೇಷನ್ ಕಂಪನಿ ಈ ಯುದ್ಧ ವಿಮಾನಗಳನ್ನು ತಯಾರಿಸುತ್ತದೆ. ಈಗಾಗಲೇ ಭಾರತ 36 ರಫೇಲ್ ವಿಮಾನಗಳನ್ನು ಹೊಂದಿದ್ದು, ಹೊಸ ಒಪ್ಪಂದದಿಂದ ವಾಯುಪಡೆಯ ಶಕ್ತಿ ದುಪ್ಪಟ್ಟಾಗಲಿದೆ.: [251, 1113, 470, 1128]
fraud-paragraph-5: ಈ ಹಗರಣ ಬಯಲಿಗೆ ಬಂದ 23 ತಿಂಗಳ ಬಳಿಕ ಈ ಬಂಧನ ನಡೆದಿದೆ. ಆರೋಪಿಗಳು ನಕಲಿ ದಾಖಲೆಗಳನ್ನು ಸೃಷ್ಟಿಸಿ ಬ್ಯಾಂಕ್‌ಗಳಿಂದ 500 ಕೋಟಿ ರೂ. ವಂಚನೆ ಮಾಡಿದ್ದಾರೆ ಎಂಬ ಆರೋಪವಿದೆ.: [17, 1443, 126, 1475]
brand-name-part1: ಸಂಜೆ: [808, 0, 843, 23]
plane-kicker: ಹಾರಾಡುತ್ತಿದ್ದಾಗ ಇಂಧನ ಖಾಲಿಯಾಗಿದ್ದು ಹೇಗೆ?: [394, 337, 563, 350]
bhagwat-paragraph-1: ರಾಷ್ಟ್ರೀಯ ಸ್ವಯಂಸೇವಕ ಸಂಘದ (ಆರ್‌ಎಸ್‌ಎಸ್) ಸರಸಂಘಚಾಲಕ ಮೋಹನ್ ಭಾಗವತ್ ಅವರು ಏಕರೂಪ ನಾಗರಿಕ ಸಂಹಿತೆ ಕುರಿತು ಮಾತನಾಡಿದ್ದಾರೆ. ಎಲ್ಲ ಸಮುದಾಯಗಳನ್ನು ವಿಶ್ವಾಸಕ್ಕೆ ತೆಗೆದುಕೊಂಡು ಸಂಹಿತೆ ರೂಪಿಸಬೇಕು ಎಂದು ಅವರು ಹೇಳಿದರು.: [251, 779, 397, 810]
fraud-headline-line1: 500 ಕೋಟಿ ರೂ. ವಂಚನೆ ಕೇಸ್;: [17, 1250, 262, 1277]
tirumala-paragraph-1: ತಿರುಪತಿಯ ಲಡ್ಡುವಿನಲ್ಲಿ ಕಲಬೆರಕೆ ತುಪ್ಪ ಬಳಕೆಯಾಗಿತ್ತು ಎಂಬುದನ್ನು ತಿರುಮಲ ತಿರುಪತಿ ದೇವಸ್ಥಾನಂ (ಟಿಟಿಡಿ) ಮಾಜಿ ಅಧ್ಯಕ್ಷರು ಒಪ್ಪಿಕೊಂಡಿದ್ದಾರೆ. ಈ ಹೇಳಿಕೆ ಭಕ್ತರಲ್ಲಿ ತೀವ್ರ ಆಕ್ರೋಶಕ್ಕೆ ಕಾರಣವಾಗಿದೆ. ಸಾಕಷ್ಟು ಭಕ್ತರು ಈ ಬಗ್ಗೆ ಖಂಡನೆ ವ್ಯಕ್ತಪಡಿಸಿದ್ದು, ತನಿಖೆಗೆ ಒತ್ತಾಯಿಸಿದ್ದಾರೆ.: [10, 573, 245, 596]
plane-paragraph-1: ಪಾಳೀಯ ಬಳಿ ಬಳಕೆಯಾದ ವಿಮಾನ ಪತನಗೊಂಡ ಪ್ರಕರಣಕ್ಕೆ ಸಂಬಂಧಿಸಿದಂತೆ ಹಲವು ಅನುಮಾನಗಳು ವ್ಯಕ್ತವಾಗಿವೆ. ಹಾರಾಟ ನಡೆಸುತ್ತಿದ್ದಾಗ ಇಂಧನ ಖಾಲಿಯಾದ ಕಾರಣ ವಿಮಾನ ಪತನಗೊಂಡಿದೆ ಎನ್ನಲಾಗಿದೆ. ತರಬೇತಿ ವಿಮಾನದ ಪೈಲಟ್ ಸುರಕ್ಷಿತವಾಗಿ ಕೆಳಗಿಳಿದಿದ್ದಾರೆ.: [251, 390, 393, 421]
tirumala-headline: ತಿರುಮಲ ಲಡ್ಡುವಿನಲ್ಲಿ ಕುಷ್ಟ ಕಲಬೆರಕೆ ಒಪ್ಪಿಕೊಂಡ ಟಿಟಿಡಿ ಮಾಜಿ ಅಧ್ಯಕ್ಷ: ಖಂಡನೆ: [10, 500, 236, 569]
pakistan-paragraph-3: ಮ್ಯಾನ್‌ಹೋಲ್ ಸ್ವಚ್ಛತೆ ವೇಳೆ ಸಾವನ್ನಪ್ಪಿದ ಕಾರ್ಮಿಕರ ಕುಟುಂಬಗಳಿಗೆ ಪರಿಹಾರ ನೀಡುವ ಅಂಶವನ್ನೂ ಈ ಕಾನೂನಿನಲ್ಲಿ ಸೇರಿಸಲಾಗಿದೆ.: [491, 1449, 594, 1472]
plane-crash-story: [251, 338, 706, 712]
fraud-headline-line2: 32ನೇ ಅವನ್ನೂ ಸಿಬಿಐ ಬಂಧನ: [17, 1282, 239, 1309]
manhole-worker-photo: [606, 1285, 756, 1445]
bhagwat-dateline: ಮುಂಬೈ (ಮಹಾರಾಷ್ಟ್ರ):: [251, 779, 296, 786]
rail-paragraph-2b: ಬಾಸ್ಮತಿ ಅಕ್ಕಿಯ ಗುಣಮಟ್ಟ ಕಾಯ್ದುಕೊಳ್ಳಲು ಕಟ್ಟುನಿಟ್ಟಿನ ಕ್ರಮ ಅಗತ್ಯ ಎಂದು ಅವರು ಅಭಿಪ್ರಾಯಪಟ್ಟರು. ರೈತರಿಗೆ ಉತ್ತಮ ಬೆಲೆ ದೊರೆಯುವಂತೆ ಮಾಡಲಾಗುವುದು.: [723, 261, 825, 283]
fraud-paragraph-2: ಈ ಹಗರಣ ಬಯಲಿಗೆ ಬಂದ 23 ತಿಂಗಳ ಬಳಿಕ ಈ ಬಂಧನ ನಡೆದಿದೆ. ಆರೋಪಿಗಳು ನಕಲಿ ದಾಖಲೆಗಳನ್ನು ಸೃಷ್ಟಿಸಿ ಬ್ಯಾಂಕ್‌ಗಳಿಂದ 500 ಕೋಟಿ ರೂ. ವಂಚನೆ ಮಾಡಿದ್ದಾರೆ ಎಂಬ ಆರೋಪವಿದೆ.: [17, 1336, 129, 1367]
pakistan-paragraph-5: ಹೊಸ ಕಾನೂನಿನ ಪ್ರಕಾರ ಮ್ಯಾನ್‌ಹೋಲ್‌ಗೆ ಇಳಿಯುವ ಕಾರ್ಮಿಕರಿಗೆ ಸುರಕ್ಷತಾ ಸಾಧನಗಳನ್ನು ಕಡ್ಡಾಯವಾಗಿ ಒದಗಿಸಬೇಕು. ನಿಯಮ ಉಲ್ಲಂಘಿಸಿದರೆ ದಂಡ ಮತ್ತು ಜೈಲು ಶಿಕ್ಷೆ ವಿಧಿಸಲಾಗುತ್ತದೆ.: [674, 1449, 923, 1472]
pakistan-headline: ಪಾಕಿಸ್ತಾನದಲ್ಲಿ ಗಟಾರ್ ಕಾನೂನು ಜಾರಿ: [486, 1246, 928, 1280]
rafale-story: [251, 936, 706, 1128]
accused-portrait-photo: [134, 1319, 227, 1439]
second-band: [10, 338, 710, 712]
rail-dateline-2: ನವದೆಹಲಿ (ಆಂಧ್ರ ಪ್ರದೇಶ):: [723, 239, 769, 245]
plane-headline: ವಿಮಾನ ಪತನದ ಬಗ್ಗೆ ಮೂಡಿದೆ ಅನುಮಾನ: [308, 355, 649, 384]
rail-paragraph-2e: ಬಾಸ್ಮತಿ ಅಕ್ಕಿಯ ಗುಣಮಟ್ಟ ಕಾಯ್ದುಕೊಳ್ಳಲು ಕಟ್ಟುನಿಟ್ಟಿನ ಕ್ರಮ ಅಗತ್ಯ ಎಂದು ಅವರು ಅಭಿಪ್ರಾಯಪಟ್ಟರು. ರೈತರಿಗೆ ಉತ್ತಮ ಬೆಲೆ ದೊರೆಯುವಂತೆ ಮಾಡಲಾಗುವುದು.: [830, 239, 932, 260]
section-title: ದೇಶ-ವಿದೇಶ: [10, 17, 98, 40]
lead-paragraph-3: ಚಾಲಕರಿಗೆ ಮಾಲೀಕರಾಗುವ ಹಕ್ಕು, ಸಾಮಾಜಿಕ ಭದ್ರತೆ ಮತ್ತು ವಿಮೆ ಸೌಲಭ್ಯ ಒದಗಿಸಲಾಗುವುದು. ಈ ಯೋಜನೆಗೆ ಸಹಕಾರಿ ಸಂಸ್ಥೆಗಳ ಒಕ್ಕೂಟಗಳ ನೆರವು ಸಿಗಲಿದೆ ಎಂದು ಸಚಿವರು ತಿಳಿಸಿದರು. ಮುಂದಿನ ಹಂತದಲ್ಲಿ ಬೆಂಗಳೂರು, ಮುಂಬೈ, ಹೈದರಾಬಾದ್ ಸೇರಿದಂತೆ ಪ್ರಮುಖ ನಗರಗಳಿಗೂ ಸೇವೆ ವಿಸ್ತರಿಸಲಾಗುವುದು.: [242, 130, 461, 154]
